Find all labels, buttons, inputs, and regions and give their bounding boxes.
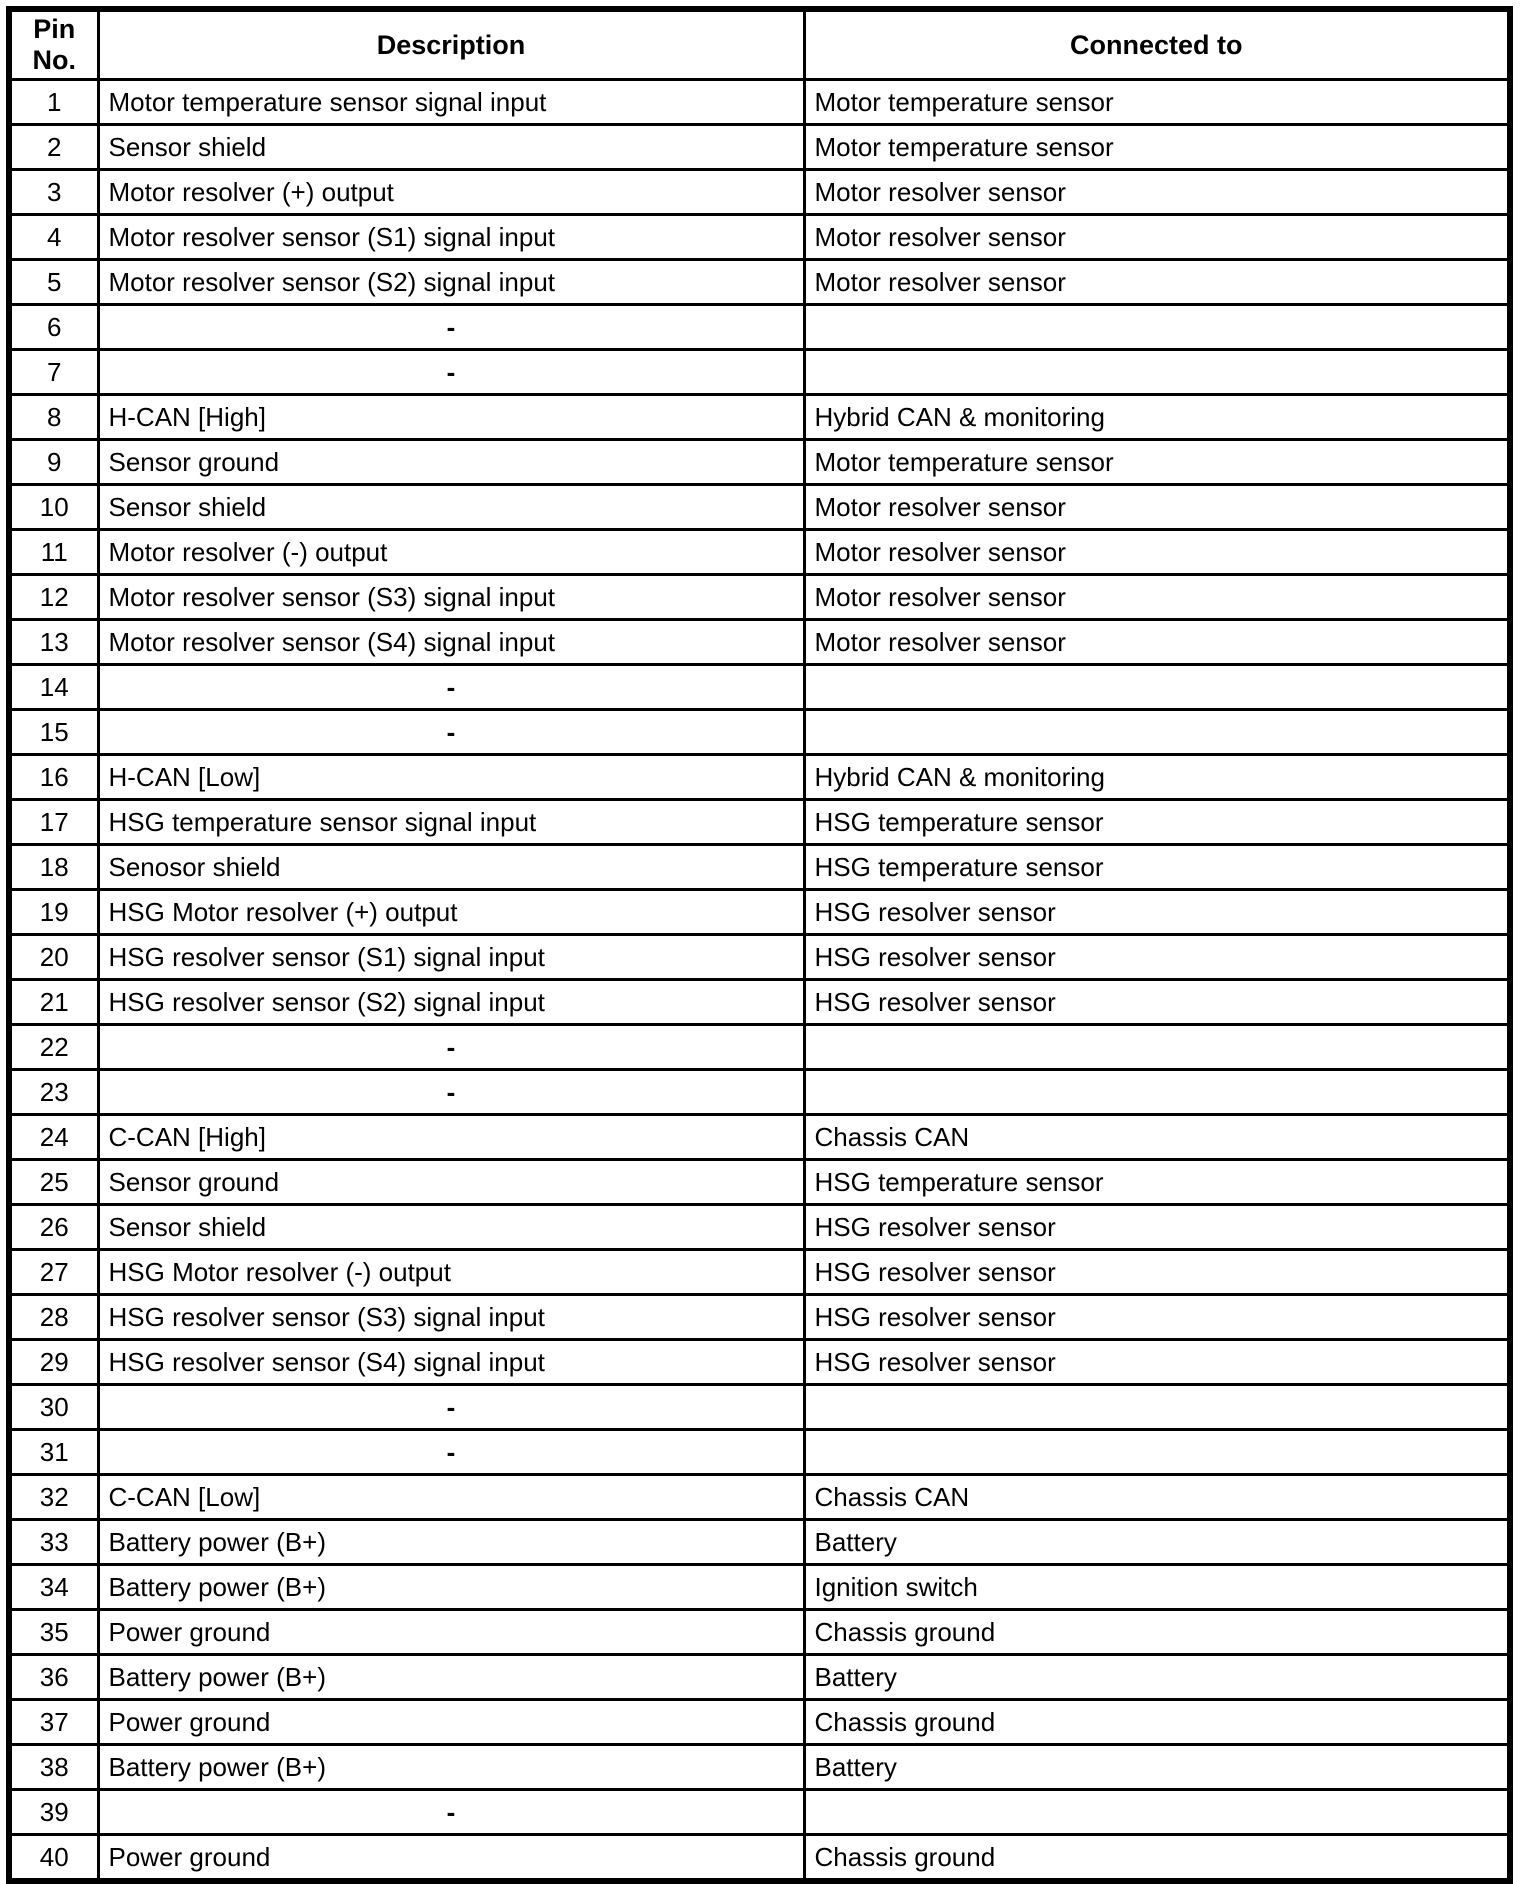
table-row: [9, 755, 1510, 800]
table-row: [9, 1655, 1510, 1700]
connected-to-cell: Motor resolver sensor: [804, 215, 1510, 260]
description-cell: Senosor shield: [98, 845, 804, 890]
pin-assignment-table: [6, 6, 1513, 1884]
table-row: [9, 170, 1510, 215]
description-cell: Battery power (B+): [98, 1565, 804, 1610]
pin-number-cell: 14: [9, 665, 98, 710]
table-row: [9, 1475, 1510, 1520]
description-cell: Battery power (B+): [98, 1745, 804, 1790]
connected-to-cell: Motor temperature sensor: [804, 125, 1510, 170]
connected-to-cell: Motor resolver sensor: [804, 530, 1510, 575]
description-cell: Motor resolver sensor (S2) signal input: [98, 260, 804, 305]
description-cell: -: [98, 1025, 804, 1070]
connected-to-cell: HSG resolver sensor: [804, 1205, 1510, 1250]
description-cell: -: [98, 350, 804, 395]
pin-number-cell: 10: [9, 485, 98, 530]
description-cell: Motor resolver sensor (S4) signal input: [98, 620, 804, 665]
table-row: [9, 845, 1510, 890]
table-row: [9, 575, 1510, 620]
table-row: [9, 1610, 1510, 1655]
description-cell: Sensor shield: [98, 485, 804, 530]
description-cell: -: [98, 1790, 804, 1835]
description-cell: -: [98, 305, 804, 350]
pin-number-cell: 27: [9, 1250, 98, 1295]
table-row: [9, 440, 1510, 485]
table-row: [9, 1115, 1510, 1160]
pin-number-cell: 38: [9, 1745, 98, 1790]
table-row: [9, 890, 1510, 935]
description-cell: Sensor shield: [98, 1205, 804, 1250]
pin-number-cell: 15: [9, 710, 98, 755]
connected-to-cell: Motor temperature sensor: [804, 440, 1510, 485]
pin-number-cell: 20: [9, 935, 98, 980]
connected-to-cell: Battery: [804, 1520, 1510, 1565]
description-cell: C-CAN [High]: [98, 1115, 804, 1160]
pin-number-cell: 9: [9, 440, 98, 485]
pin-number-cell: 17: [9, 800, 98, 845]
description-cell: HSG Motor resolver (+) output: [98, 890, 804, 935]
table-row: [9, 395, 1510, 440]
connected-to-cell: [804, 1070, 1510, 1115]
table-row: [9, 215, 1510, 260]
pin-number-cell: 23: [9, 1070, 98, 1115]
connected-to-cell: Ignition switch: [804, 1565, 1510, 1610]
pin-number-cell: 4: [9, 215, 98, 260]
table-row: [9, 935, 1510, 980]
table-row: [9, 1430, 1510, 1475]
table-row: [9, 1520, 1510, 1565]
pin-table-body: [9, 80, 1510, 1882]
pin-number-cell: 7: [9, 350, 98, 395]
table-row: [9, 305, 1510, 350]
table-row: [9, 1565, 1510, 1610]
table-row: [9, 1070, 1510, 1115]
description-cell: HSG Motor resolver (-) output: [98, 1250, 804, 1295]
pin-number-cell: 25: [9, 1160, 98, 1205]
connected-to-cell: HSG resolver sensor: [804, 980, 1510, 1025]
connected-to-cell: [804, 350, 1510, 395]
pin-number-cell: 29: [9, 1340, 98, 1385]
pin-number-cell: 2: [9, 125, 98, 170]
pin-number-cell: 1: [9, 80, 98, 125]
connected-to-cell: HSG resolver sensor: [804, 1250, 1510, 1295]
connected-to-cell: [804, 1025, 1510, 1070]
description-cell: -: [98, 665, 804, 710]
description-cell: -: [98, 1070, 804, 1115]
description-cell: H-CAN [High]: [98, 395, 804, 440]
description-cell: -: [98, 1430, 804, 1475]
connected-to-cell: [804, 710, 1510, 755]
connected-to-cell: HSG temperature sensor: [804, 845, 1510, 890]
table-row: [9, 665, 1510, 710]
connected-to-cell: Motor resolver sensor: [804, 620, 1510, 665]
table-row: [9, 1385, 1510, 1430]
pin-number-cell: 31: [9, 1430, 98, 1475]
connected-to-cell: Battery: [804, 1655, 1510, 1700]
connected-to-cell: HSG temperature sensor: [804, 800, 1510, 845]
pin-number-cell: 5: [9, 260, 98, 305]
connected-to-cell: Hybrid CAN & monitoring: [804, 395, 1510, 440]
connected-to-cell: HSG resolver sensor: [804, 890, 1510, 935]
table-row: [9, 1835, 1510, 1882]
description-cell: HSG resolver sensor (S1) signal input: [98, 935, 804, 980]
table-row: [9, 1295, 1510, 1340]
connected-to-cell: [804, 1790, 1510, 1835]
connected-to-cell: Motor resolver sensor: [804, 260, 1510, 305]
pin-number-cell: 8: [9, 395, 98, 440]
pin-number-cell: 35: [9, 1610, 98, 1655]
table-row: [9, 1700, 1510, 1745]
pin-number-cell: 13: [9, 620, 98, 665]
table-row: [9, 485, 1510, 530]
description-cell: Motor resolver sensor (S3) signal input: [98, 575, 804, 620]
connected-to-cell: Motor resolver sensor: [804, 485, 1510, 530]
connected-to-cell: Chassis CAN: [804, 1475, 1510, 1520]
connected-to-cell: Chassis ground: [804, 1700, 1510, 1745]
connected-to-cell: [804, 305, 1510, 350]
description-cell: Power ground: [98, 1835, 804, 1882]
connected-to-cell: Hybrid CAN & monitoring: [804, 755, 1510, 800]
description-cell: Sensor ground: [98, 440, 804, 485]
pin-number-cell: 34: [9, 1565, 98, 1610]
pin-number-cell: 28: [9, 1295, 98, 1340]
pin-number-cell: 32: [9, 1475, 98, 1520]
table-row: [9, 1160, 1510, 1205]
description-cell: Motor resolver (-) output: [98, 530, 804, 575]
column-header-pin-no: Pin No.: [9, 9, 98, 80]
table-row: [9, 1025, 1510, 1070]
connected-to-cell: [804, 665, 1510, 710]
description-cell: -: [98, 1385, 804, 1430]
connected-to-cell: HSG resolver sensor: [804, 1340, 1510, 1385]
connected-to-cell: Battery: [804, 1745, 1510, 1790]
description-cell: C-CAN [Low]: [98, 1475, 804, 1520]
table-row: [9, 530, 1510, 575]
connected-to-cell: Chassis ground: [804, 1835, 1510, 1882]
table-row: [9, 1340, 1510, 1385]
description-cell: -: [98, 710, 804, 755]
pin-number-cell: 36: [9, 1655, 98, 1700]
description-cell: HSG resolver sensor (S3) signal input: [98, 1295, 804, 1340]
description-cell: HSG temperature sensor signal input: [98, 800, 804, 845]
pin-number-cell: 40: [9, 1835, 98, 1882]
description-cell: HSG resolver sensor (S2) signal input: [98, 980, 804, 1025]
pin-number-cell: 21: [9, 980, 98, 1025]
connected-to-cell: [804, 1430, 1510, 1475]
connected-to-cell: Chassis ground: [804, 1610, 1510, 1655]
pin-number-cell: 3: [9, 170, 98, 215]
connected-to-cell: HSG resolver sensor: [804, 935, 1510, 980]
pin-number-cell: 26: [9, 1205, 98, 1250]
description-cell: Power ground: [98, 1700, 804, 1745]
pin-number-cell: 12: [9, 575, 98, 620]
description-cell: Sensor ground: [98, 1160, 804, 1205]
description-cell: Sensor shield: [98, 125, 804, 170]
connected-to-cell: [804, 1385, 1510, 1430]
connected-to-cell: Motor temperature sensor: [804, 80, 1510, 125]
description-cell: Motor resolver sensor (S1) signal input: [98, 215, 804, 260]
pin-number-cell: 24: [9, 1115, 98, 1160]
table-row: [9, 800, 1510, 845]
column-header-connected-to: Connected to: [804, 9, 1510, 80]
table-row: [9, 1205, 1510, 1250]
table-row: [9, 620, 1510, 665]
table-row: [9, 710, 1510, 755]
description-cell: Battery power (B+): [98, 1655, 804, 1700]
pin-number-cell: 6: [9, 305, 98, 350]
table-row: [9, 350, 1510, 395]
pin-number-cell: 33: [9, 1520, 98, 1565]
pin-number-cell: 19: [9, 890, 98, 935]
table-row: [9, 260, 1510, 305]
table-row: [9, 80, 1510, 125]
description-cell: Battery power (B+): [98, 1520, 804, 1565]
pin-number-cell: 22: [9, 1025, 98, 1070]
table-row: [9, 1790, 1510, 1835]
table-row: [9, 125, 1510, 170]
table-row: [9, 1745, 1510, 1790]
pin-number-cell: 11: [9, 530, 98, 575]
pin-number-cell: 16: [9, 755, 98, 800]
pin-number-cell: 37: [9, 1700, 98, 1745]
description-cell: HSG resolver sensor (S4) signal input: [98, 1340, 804, 1385]
connected-to-cell: HSG temperature sensor: [804, 1160, 1510, 1205]
description-cell: Motor temperature sensor signal input: [98, 80, 804, 125]
description-cell: H-CAN [Low]: [98, 755, 804, 800]
connected-to-cell: Motor resolver sensor: [804, 170, 1510, 215]
pin-number-cell: 39: [9, 1790, 98, 1835]
table-row: [9, 980, 1510, 1025]
pin-number-cell: 30: [9, 1385, 98, 1430]
header-row: [9, 9, 1510, 80]
column-header-description: Description: [98, 9, 804, 80]
connected-to-cell: Motor resolver sensor: [804, 575, 1510, 620]
table-row: [9, 1250, 1510, 1295]
connected-to-cell: Chassis CAN: [804, 1115, 1510, 1160]
pin-number-cell: 18: [9, 845, 98, 890]
connected-to-cell: HSG resolver sensor: [804, 1295, 1510, 1340]
description-cell: Power ground: [98, 1610, 804, 1655]
description-cell: Motor resolver (+) output: [98, 170, 804, 215]
